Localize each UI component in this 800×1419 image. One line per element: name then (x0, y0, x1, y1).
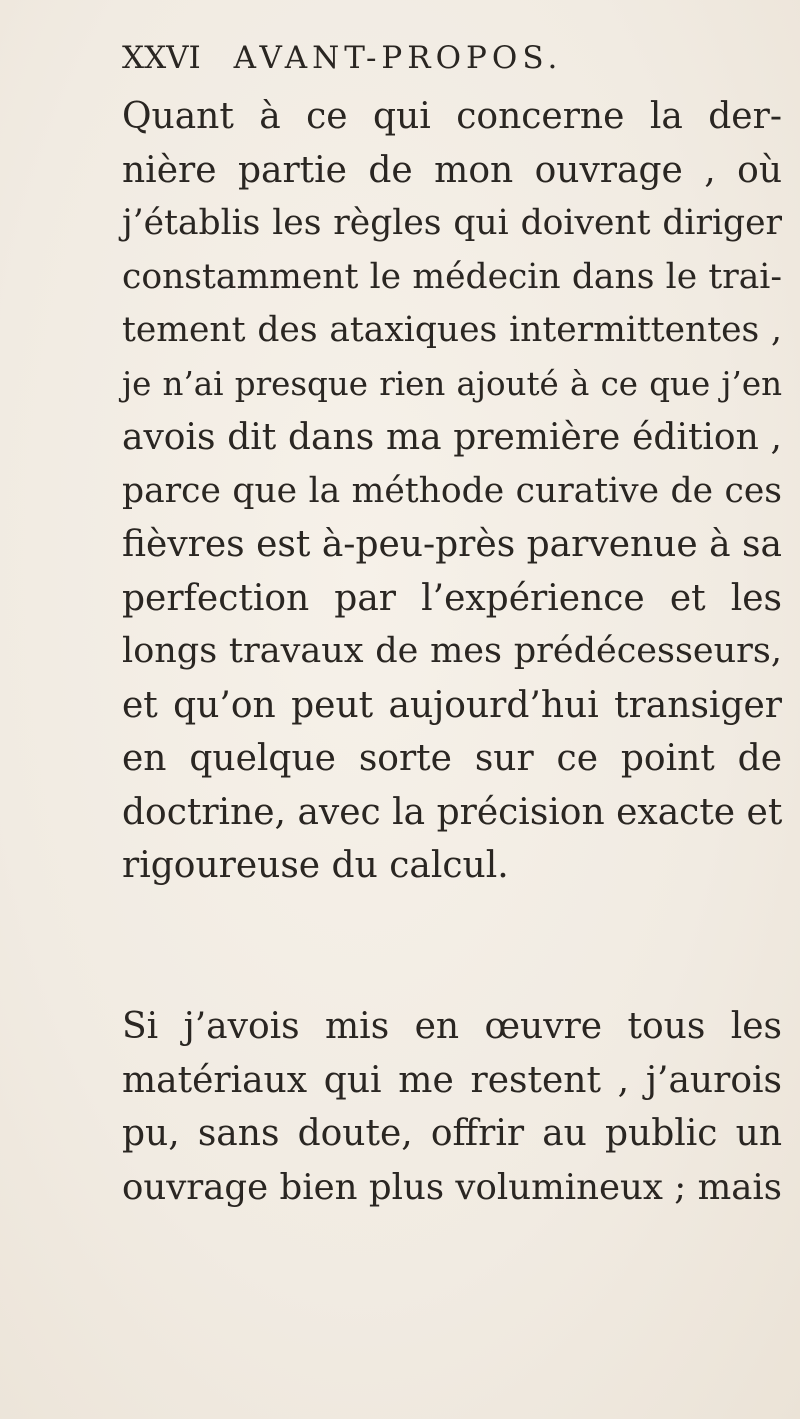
text-line: matériaux qui me restent , j’aurois (122, 1059, 782, 1101)
text-line: je n’ai presque rien ajouté à ce que j’en (122, 364, 782, 403)
page-header (122, 40, 562, 76)
text-line: rigoureuse du calcul. (122, 845, 509, 886)
text-line: avois dit dans ma première édition , (122, 417, 782, 458)
text-line: parce que la méthode curative de ces (122, 470, 782, 511)
paragraph-1 (122, 90, 782, 893)
text-line: fièvres est à-peu-près parvenue à sa (122, 524, 782, 565)
text-line: tement des ataxiques intermittentes , (122, 310, 782, 350)
text-line: Quant à ce qui concerne la der- (122, 96, 782, 137)
text-line: pu, sans doute, offrir au public un (122, 1113, 782, 1154)
text-line: en quelque sorte sur ce point de (122, 738, 782, 779)
text-line: ouvrage bien plus volumineux ; mais (122, 1166, 782, 1208)
page-number: XXVI (122, 40, 201, 76)
text-line: Si j’avois mis en œuvre tous les (122, 1006, 782, 1047)
text-line: j’établis les règles qui doivent diriger (122, 203, 782, 243)
text-line: doctrine, avec la précision exacte et (122, 791, 783, 833)
paragraph-2 (122, 1000, 782, 1214)
text-line: longs travaux de mes prédécesseurs, (122, 631, 782, 671)
text-line: constamment le médecin dans le trai- (122, 256, 782, 297)
running-title: AVANT-PROPOS. (233, 40, 563, 76)
text-line: nière partie de mon ouvrage , où (122, 149, 782, 191)
text-line: perfection par l’expérience et les (122, 577, 782, 619)
text-line: et qu’on peut aujourd’hui transiger (122, 684, 782, 726)
